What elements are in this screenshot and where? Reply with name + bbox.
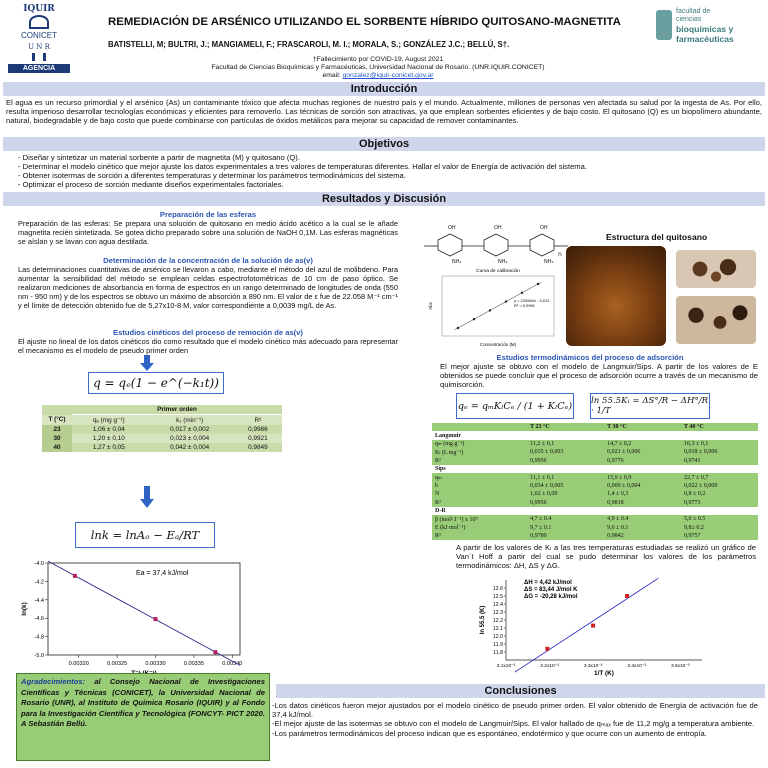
table-cell: 0,022 ± 0,009 (684, 482, 718, 489)
acknowledgements-box (16, 673, 270, 761)
table-cell: 0,018 ± 0,006 (684, 449, 718, 456)
table-row (432, 473, 758, 481)
fit-r2: R² = 0,9991 (514, 303, 536, 308)
table-header-row (432, 423, 758, 431)
y-tick-label: 12.6 (492, 586, 503, 592)
data-point (545, 647, 549, 651)
table-cell: qₘ (435, 475, 442, 482)
svg-text:n: n (558, 251, 562, 258)
table-cell: 0,021 ± 0,006 (607, 449, 641, 456)
faculty-logo-line2: ciencias (676, 16, 702, 23)
table-cell: 4,7 ± 0.4 (530, 516, 552, 523)
table-cell: 0,9757 (684, 533, 701, 540)
thermo-text: El mejor ajuste se obtuvo con el modelo de Langmuir/Sips. A partir de los valores de E obtenidos se puede concluir que el proceso de adsorción ocurre a través de un mecanismo de quimisorción. (440, 362, 758, 389)
table-cell: 15,9 ± 0,9 (607, 474, 632, 481)
y-tick-label: 12.5 (492, 594, 503, 600)
table-cell: 0,9956 (530, 457, 547, 464)
table-cell: 9,7 ± 0.1 (530, 524, 552, 531)
table-row (42, 443, 282, 452)
prep-text: Preparación de las esferas: Se prepara una solución de quitosano en medio ácido acético a la cual se le añade magnetita recién sintetizada. Se gotea dicho preparado sobre una solución de NaOH 0,1M. Las esferas magnéticas se aíslan y se lavan con agua destilada. (18, 219, 398, 246)
table-header-cell: T 40 °C (684, 424, 704, 431)
table-cell: 0,9773 (684, 499, 701, 506)
y-tick-label: -4.8 (34, 634, 44, 641)
faculty-logo-line4: farmacéuticas (676, 34, 734, 44)
kinetics-header-cell: k₁ (min⁻¹) (176, 417, 204, 424)
ack-label: Agradecimientos: (21, 677, 86, 686)
objective-item: - Determinar el modelo cinético que mejor ajuste los datos experimentales a tres valores de temperaturas diferentes. Hallar el valor de Energía de activación del sistema. (18, 162, 587, 171)
data-point (73, 574, 77, 578)
structure-caption: Estructura del quitosano (606, 232, 708, 242)
svg-text:NH₂: NH₂ (498, 259, 508, 264)
table-cell: 0,034 ± 0,005 (530, 482, 564, 489)
beads-closeup-photo-2 (676, 296, 756, 344)
table-cell: 0,9986 (248, 426, 268, 433)
vanthoff-chart (476, 574, 716, 678)
table-cell: 0,9776 (607, 457, 624, 464)
data-point (213, 650, 217, 654)
conclusion-item: -Los datos cinéticos fueron mejor ajustados por el modelo cinético de pseudo primer orden. El valor obtenido de Energía de activación fue de 37,4 kJ/mol. (272, 701, 758, 720)
kinetics-header-cell: qₑ (mg g⁻¹) (92, 417, 125, 424)
table-header-cell (432, 423, 527, 431)
x-axis-label: 1/T (K) (594, 670, 614, 677)
conicet-logo-text: CONICET (21, 31, 57, 40)
y-tick-label: 11.8 (493, 650, 503, 656)
x-tick-label: 3.4x10⁻³ (627, 664, 646, 669)
email-line (108, 72, 648, 79)
x-tick-label: 0.00330 (145, 661, 166, 667)
objective-item: - Optimizar el proceso de sorción mediante diseños experimentales factoriales. (18, 180, 284, 189)
data-point (521, 292, 523, 294)
table-cell: 22,7 ± 0,7 (684, 474, 709, 481)
unr-emblem (32, 53, 46, 61)
conclusions-list (272, 701, 758, 738)
chart-annotation: Ea = 37,4 kJ/mol (136, 570, 189, 577)
table-cell: 4,9 ± 0.4 (607, 516, 629, 523)
y-axis-label: ln 55.5 (K) (480, 605, 486, 635)
ack-text: al Consejo Nacional de Investigaciones Científicas y Técnicas (CONICET), la Universidad Nacional de Rosario (UNR), al Instituto de Química Rosario (IQUIR) y al Fondo para la Investigación Científica y Tecnológica (FONCYT- PICT 2020. A Sebastián Bellú. (21, 677, 265, 729)
objective-item: - Obtener isotermas de sorción a diferentes temperaturas y determinar los parámetros termodinámicos del sistema. (18, 171, 406, 180)
table-row (432, 482, 758, 490)
data-point (154, 617, 158, 621)
table-header-cell: T 30 °C (607, 424, 627, 431)
pfo-equation (88, 372, 224, 394)
vanthoff-equation (590, 393, 710, 419)
table-cell: 14,7 ± 0,2 (607, 440, 632, 447)
table-cell: 40 (42, 443, 72, 452)
table-header-cell: T 23 °C (530, 424, 550, 431)
vanthoff-equation-text: ln 55.5Kₗ = ΔS°/R − ΔH°/R · 1/T (591, 396, 709, 416)
y-axis-label: Abs (428, 302, 433, 310)
langmuir-equation-text: qₑ = qₘKₗCₑ / (1 + KₗCₑ) (457, 400, 573, 412)
authors: BATISTELLI, M; BULTRI, J.; MANGIAMELI, F.; FRASCAROLI, M. I.; MORALA, S.; GONZÁLEZ J.C.; BELLÚ, S†. (108, 40, 510, 49)
kinetics-table-group: Primer orden (72, 405, 282, 415)
beads-closeup-photo-1 (676, 250, 756, 288)
faculty-logo-line3: bioquímicas y (676, 24, 734, 34)
table-row (432, 515, 758, 523)
x-tick-label: 3.3x10⁻³ (583, 664, 603, 669)
intro-text: El agua es un recurso primordial y el arsénico (As) un contaminante tóxico que afecta muchas regiones de nuestro país y el mundo. Actualmente, millones de personas ven afectada su salud por la ingesta de As. Por ello, resulta imperioso desarrollar tecnologías económicas y eficientes para removerlo. Las técnicas de sorción son atractivas, ya que emplean sorbentes eficientes y de bajo costo. El quitosano (Q) es un biopolímero abundante, natural, biodegradable y de bajo costo que puede combinarse con partículas de óxidos metálicos para mejorar su capacidad de remover contaminantes. (6, 98, 762, 126)
iquir-emblem (29, 15, 49, 29)
data-point (591, 624, 595, 628)
unr-logo-text: U N R (28, 43, 50, 51)
email-link[interactable]: gonzalez@iquir-conicet.gov.ar (342, 72, 434, 79)
table-cell: 0,017 ± 0,002 (170, 426, 210, 433)
y-tick-label: 12.3 (492, 610, 503, 616)
poster-title: REMEDIACIÓN DE ARSÉNICO UTILIZANDO EL SORBENTE HÍBRIDO QUITOSANO-MAGNETITA (108, 16, 621, 28)
table-cell: 16,3 ± 0,1 (684, 440, 709, 447)
faculty-logo (654, 4, 762, 48)
kin-text: El ajuste no lineal de los datos cinéticos dio como resultado que el modelo cinético más adecuado para representar el mecanismo es el modelo de pseudo primer orden (18, 337, 398, 355)
table-cell: 11,1 ± 0,1 (530, 474, 555, 481)
arrow-down-icon (140, 355, 154, 371)
vanthoff-text: A partir de los valores de Kₗ a las tres temperaturas estudiadas se realizó un gráfico de Van´t Hoff a partir del cual se pudo determinar los valores de los parámetros termodinámicos: ΔH, ΔS y ΔG. (456, 543, 756, 570)
chart-annotation: ΔH = 4,42 kJ/mol (524, 580, 572, 586)
table-cell: 0,009 ± 0,004 (607, 482, 641, 489)
y-tick-label: -5.0 (34, 653, 44, 659)
table-cell: 1,02 ± 0,09 (530, 491, 558, 498)
y-tick-label: -4.6 (34, 616, 44, 623)
agencia-logo-text: AGENCIA (8, 64, 70, 73)
svg-text:OH: OH (448, 225, 456, 231)
x-tick-label: 3.2x10⁻³ (540, 664, 559, 669)
data-point (489, 309, 491, 311)
table-row (432, 440, 758, 448)
table-cell: 9,6 ± 0.1 (607, 524, 629, 531)
y-tick-label: 11.9 (493, 642, 503, 648)
table-cell: 1,4 ± 0,3 (607, 491, 629, 498)
table-cell: 0,9741 (684, 457, 701, 464)
table-row (432, 499, 758, 507)
pfo-equation-text: q = qₑ(1 − e^(−k₁t)) (93, 376, 219, 390)
x-tick-label: 0.00335 (183, 661, 205, 667)
y-tick-label: -4.0 (34, 561, 44, 567)
table-cell: 0,8 ± 0,2 (684, 491, 706, 498)
table-cell: 23 (42, 425, 72, 434)
table-cell: 0,9842 (607, 533, 624, 540)
conclusion-item: -Los parámetros termodinámicos del proceso indican que es espontáneo, endotérmico y que ocurre con un aumento de entropía. (272, 728, 707, 738)
data-point (473, 318, 475, 320)
objective-item: - Diseñar y sintetizar un material sorbente a partir de magnetita (M) y quitosano (Q). (18, 153, 300, 162)
iquir-logo-text: IQUIR (23, 4, 55, 14)
fit-equation: y = 220564x - 0,012 (514, 298, 550, 303)
table-cell: 0,9849 (248, 444, 268, 451)
table-cell: 5,0 ± 0.5 (684, 516, 706, 523)
table-cell: R² (435, 533, 441, 540)
table-cell: R² (435, 457, 441, 464)
table-cell: b (435, 482, 438, 489)
table-cell: N (435, 491, 440, 498)
calibration-chart (424, 264, 564, 350)
table-cell: 0,9956 (530, 499, 547, 506)
y-tick-label: -4.2 (34, 579, 44, 586)
x-tick-label: 3.1x10⁻³ (496, 664, 516, 669)
faculty-logo-line1: facultad de (676, 8, 711, 15)
table-cell: β (mol² J⁻²) x 10⁹ (435, 516, 478, 523)
objectives-heading: Objetivos (3, 137, 765, 151)
table-cell: 1,06 ± 0,04 (92, 426, 125, 433)
conclusion-item: -El mejor ajuste de las isotermas se obtuvo con el modelo de Langmuir/Sips. El valor hallado de qₘₐₓ fue de 11,2 mg/g a temperatura ambiente. (272, 719, 755, 729)
isotherm-table (432, 423, 758, 540)
data-point (537, 283, 539, 285)
table-cell: E (kJ mol⁻¹) (435, 525, 466, 532)
chart-title: Curva de calibración (476, 269, 520, 274)
x-tick-label: 0.00325 (107, 661, 128, 667)
chart-annotation: ΔG = -20,28 kJ/mol (524, 594, 578, 600)
email-label: email: (322, 72, 341, 79)
table-section-label: D-R (435, 508, 446, 515)
conclusions-heading: Conclusiones (276, 684, 765, 698)
table-cell: 9,8± 0.2 (684, 524, 704, 531)
table-section-label: Sips (435, 466, 446, 473)
table-cell: 0,023 ± 0,004 (170, 435, 210, 442)
table-row (432, 490, 758, 498)
x-axis-label: Concentración (M) (479, 342, 517, 347)
beads-photo (566, 246, 666, 346)
table-cell: 1,20 ± 0,10 (92, 435, 125, 442)
table-row (432, 532, 758, 540)
table-section-row (432, 465, 758, 473)
arrhenius-equation-text: lnk = lnAₒ − Eₐ/RT (90, 528, 200, 542)
thermo-subtitle: Estudios termodinámicos del proceso de adsorción (496, 353, 684, 362)
data-point (457, 327, 459, 329)
data-point (625, 594, 629, 598)
faculty-logo-icon (656, 10, 672, 40)
y-tick-label: 12.0 (492, 634, 503, 640)
y-tick-label: 12.1 (492, 626, 503, 632)
kinetics-header-cell: T (°C) (48, 416, 66, 424)
affiliation: Facultad de Ciencias Bioquímicas y Farmacéuticas, Universidad Nacional de Rosario. (UNR.IQUIR.CONICET) (211, 64, 545, 71)
table-cell: 0,9921 (248, 435, 268, 442)
table-cell: qₘ (mg g⁻¹) (435, 441, 465, 448)
table-cell: 0,035 ± 0,003 (530, 449, 564, 456)
arrhenius-chart (18, 555, 258, 677)
svg-text:OH: OH (494, 225, 502, 231)
table-section-row (432, 431, 758, 439)
deceased-note: †Fallecimiento por COVID-19, August 2021 (312, 56, 444, 63)
x-tick-label: 0.00340 (222, 661, 243, 667)
table-cell: Kₗ (L mg⁻¹) (435, 449, 464, 456)
y-tick-label: 12.2 (492, 618, 503, 624)
table-cell: 11,2 ± 0,1 (530, 440, 555, 447)
table-row (432, 457, 758, 465)
y-tick-label: 12.4 (492, 602, 503, 608)
svg-text:OH: OH (540, 225, 548, 231)
arrow-down-icon (140, 486, 154, 508)
kinetics-table (42, 405, 282, 452)
objectives-list (18, 153, 758, 189)
table-cell: 1,27 ± 0,05 (92, 444, 125, 451)
table-cell: 0,9780 (530, 533, 547, 540)
kin-subtitle: Estudios cinéticos del proceso de remoción de as(v) (113, 328, 303, 337)
intro-heading: Introducción (3, 82, 765, 96)
x-tick-label: 3.5x10⁻³ (670, 664, 690, 669)
conc-subtitle: Determinación de la concentración de la solución de as(v) (103, 256, 313, 265)
y-axis-label: ln(k) (21, 602, 28, 616)
x-tick-label: 0.00320 (68, 661, 89, 667)
table-cell: 0,042 ± 0,004 (170, 444, 210, 451)
table-section-label: Langmuir (435, 432, 462, 439)
conc-text: Las determinaciones cuantitativas de arsénico se llevaron a cabo, mediante el método del azul de molibdeno. Para aumentar la sensibilidad del método se emplean celdas espectrofotométricas de 10 cm de paso óptico. Se realizaron mediciones de absorbancia en forma de espectros en un rango determinado de longitudes de onda (550 nm - 950 nm) y de los espectros se obtuvo un máximo de absorción a 890 nm. El valor de ε fue de 22.058 M⁻¹ cm⁻¹ y el límite de detección obtenido fue de 5,27x10-8 M, valor correspondiente a 0,0039 mg/L de As. (18, 265, 398, 310)
table-row (432, 448, 758, 456)
svg-text:NH₂: NH₂ (452, 259, 462, 264)
data-point (505, 300, 507, 302)
y-tick-label: -4.4 (34, 597, 44, 604)
table-row (42, 425, 282, 434)
table-cell: R² (435, 499, 441, 506)
table-row (432, 524, 758, 532)
table-section-row (432, 507, 758, 515)
langmuir-equation (456, 393, 574, 419)
table-cell: 30 (42, 434, 72, 443)
chart-annotation: ΔS = 83,44 J/mol K (524, 587, 578, 593)
table-row (42, 434, 282, 443)
svg-text:NH₂: NH₂ (544, 259, 554, 264)
results-heading: Resultados y Discusión (3, 192, 765, 206)
prep-subtitle: Preparación de las esferas (159, 210, 257, 219)
kinetics-header-cell: R² (254, 416, 262, 424)
table-cell: 0,9818 (607, 499, 624, 506)
arrhenius-equation (75, 522, 215, 548)
